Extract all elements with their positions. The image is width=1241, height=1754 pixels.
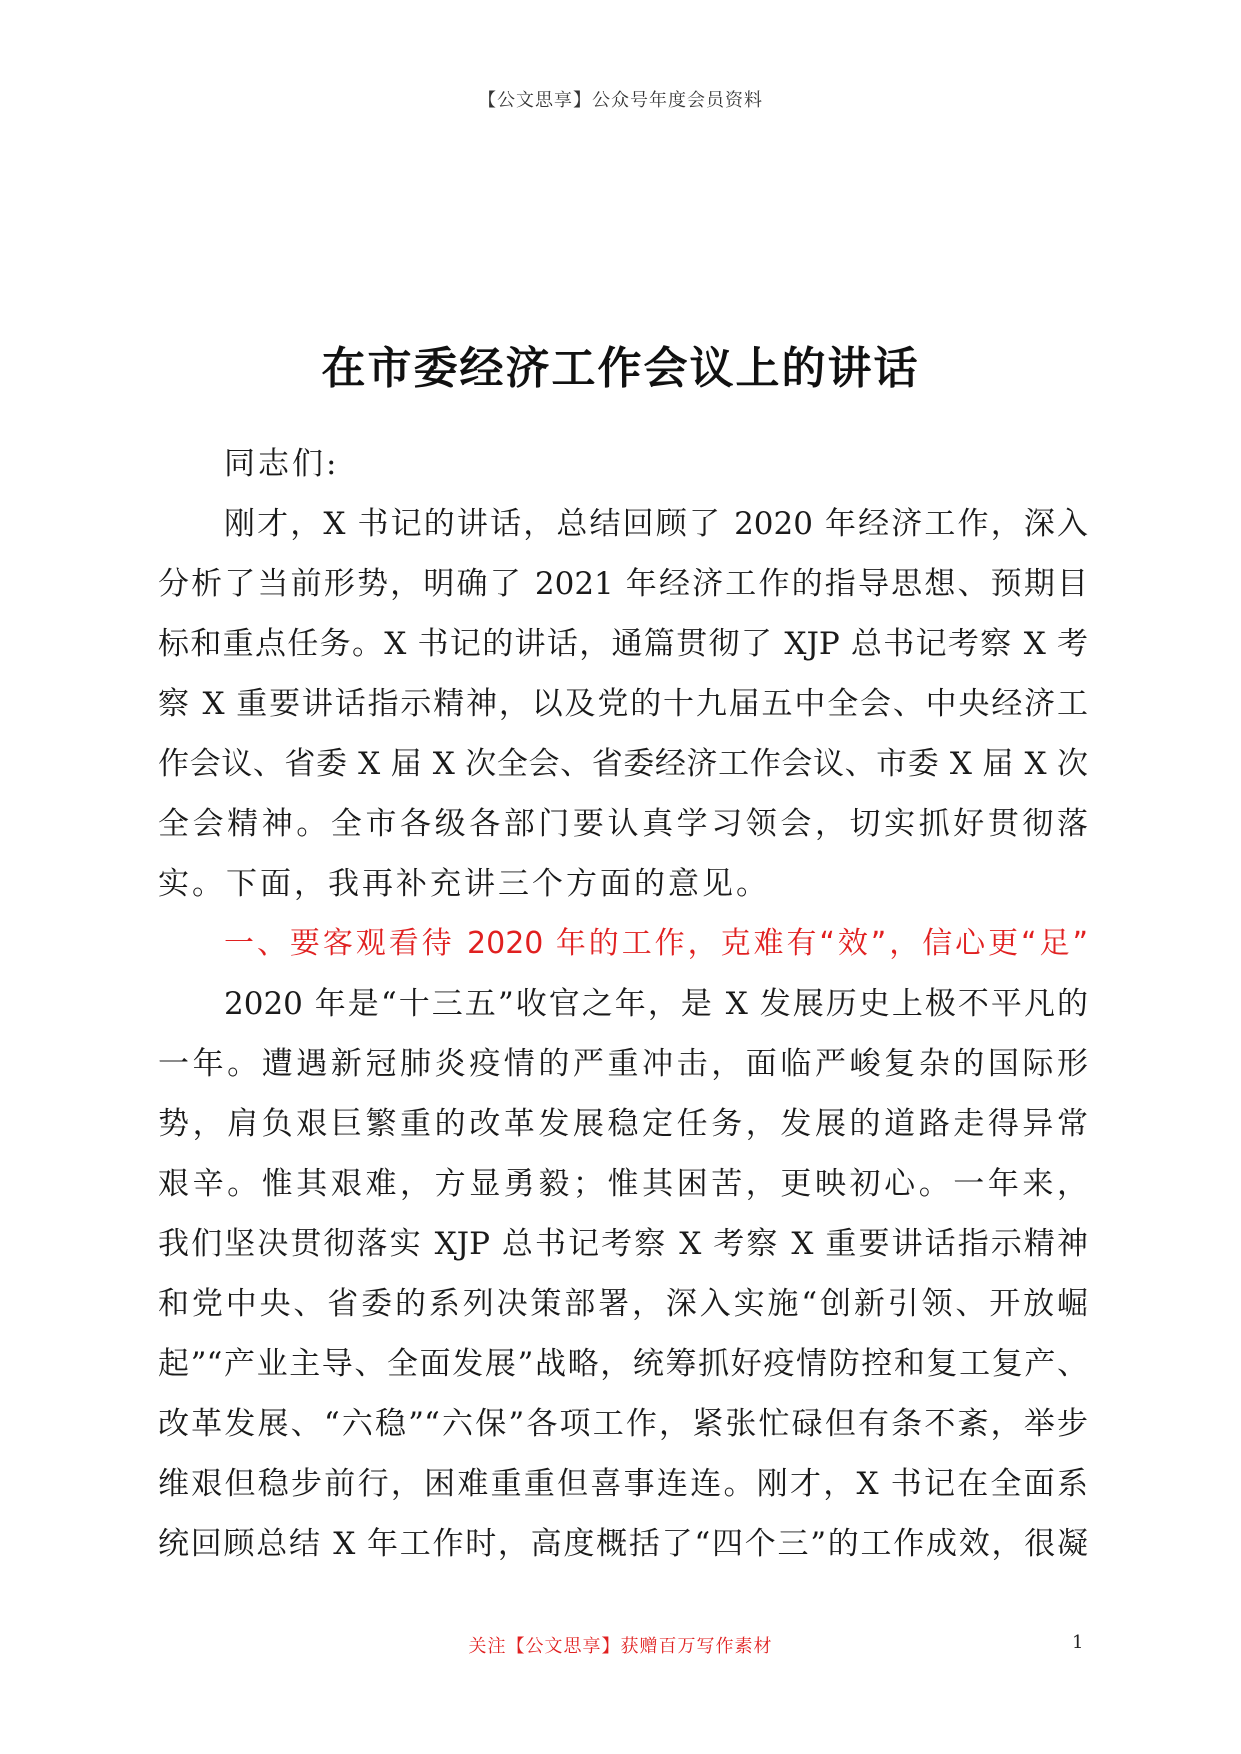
page-header: 【公文思享】公众号年度会员资料 — [478, 90, 763, 111]
paragraph-line: 艰辛。惟其艰难，方显勇毅；惟其困苦，更映初心。一年来， — [158, 1166, 1088, 1202]
document-title: 在市委经济工作会议上的讲话 — [321, 343, 920, 394]
paragraph-line: 一年。遭遇新冠肺炎疫情的严重冲击，面临严峻复杂的国际形 — [158, 1046, 1088, 1082]
paragraph-line: 起”“产业主导、全面发展”战略，统筹抓好疫情防控和复工复产、 — [158, 1346, 1088, 1382]
paragraph-line: 2020 年是“十三五”收官之年，是 X 发展历史上极不平凡的 — [224, 986, 1088, 1022]
page-number: 1 — [1072, 1632, 1084, 1653]
paragraph-line: 刚才，X 书记的讲话，总结回顾了 2020 年经济工作，深入 — [224, 506, 1088, 542]
paragraph-line: 改革发展、“六稳”“六保”各项工作，紧张忙碌但有条不紊，举步 — [158, 1406, 1088, 1442]
paragraph-line: 标和重点任务。X 书记的讲话，通篇贯彻了 XJP 总书记考察 X 考 — [158, 626, 1088, 662]
paragraph-line: 维艰但稳步前行，困难重重但喜事连连。刚才，X 书记在全面系 — [158, 1466, 1088, 1502]
paragraph-line: 分析了当前形势，明确了 2021 年经济工作的指导思想、预期目 — [158, 566, 1088, 602]
document-body — [158, 434, 1088, 1574]
paragraph-line: 察 X 重要讲话指示精神，以及党的十九届五中全会、中央经济工 — [158, 686, 1088, 722]
paragraph-line: 势，肩负艰巨繁重的改革发展稳定任务，发展的道路走得异常 — [158, 1106, 1088, 1142]
paragraph-line: 统回顾总结 X 年工作时，高度概括了“四个三”的工作成效，很凝 — [158, 1526, 1088, 1562]
paragraph-line: 作会议、省委 X 届 X 次全会、省委经济工作会议、市委 X 届 X 次 — [158, 746, 1088, 782]
paragraph-line: 我们坚决贯彻落实 XJP 总书记考察 X 考察 X 重要讲话指示精神 — [158, 1226, 1088, 1262]
section-heading: 一、要客观看待 2020 年的工作，克难有“效”，信心更“足” — [224, 926, 1088, 961]
salutation-line: 同志们: — [224, 446, 340, 482]
paragraph-line: 全会精神。全市各级各部门要认真学习领会，切实抓好贯彻落 — [158, 806, 1088, 842]
paragraph-line: 和党中央、省委的系列决策部署，深入实施“创新引领、开放崛 — [158, 1286, 1088, 1322]
paragraph-line: 实。下面，我再补充讲三个方面的意见。 — [158, 866, 770, 902]
page-footer: 关注【公文思享】获赠百万写作素材 — [468, 1636, 773, 1657]
